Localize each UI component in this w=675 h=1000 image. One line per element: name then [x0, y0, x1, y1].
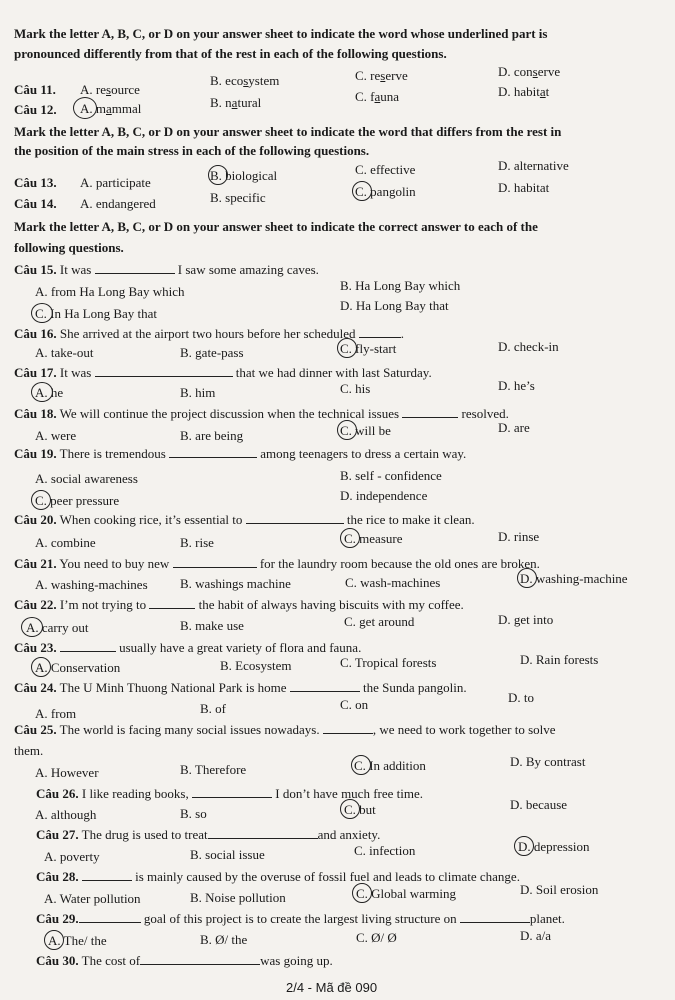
q16-option-d: D. check-in	[498, 339, 559, 354]
q21-option-c: C. wash-machines	[345, 575, 441, 590]
q22-stem: Câu 22. I’m not trying to the habit of always having biscuits with my coffee.	[14, 597, 464, 612]
q29-stem: Câu 29. goal of this project is to create the largest living structure on planet.	[36, 911, 565, 926]
q24-option-b: B. of	[200, 701, 226, 716]
q27-option-c: C. infection	[354, 843, 416, 858]
q15-stem: Câu 15. It was I saw some amazing caves.	[14, 262, 319, 277]
q21-stem: Câu 21. You need to buy new for the laundry room because the old ones are broken.	[14, 556, 540, 571]
q22-option-b: B. make use	[180, 618, 244, 633]
q28-option-d: D. Soil erosion	[520, 882, 599, 897]
q14-option-a: A. endangered	[80, 196, 156, 211]
q22-option-d: D. get into	[498, 612, 554, 627]
q24-option-d: D. to	[508, 690, 534, 705]
q19-answer-mark	[31, 490, 51, 510]
page-footer: 2/4 - Mã đề 090	[286, 980, 378, 995]
q26-stem: Câu 26. I like reading books, I don’t have much free time.	[36, 786, 424, 801]
q23-answer-mark	[31, 657, 51, 677]
q29-answer-mark	[44, 930, 64, 950]
q17-option-a: A. he	[35, 385, 64, 400]
q22-answer-mark	[21, 617, 43, 637]
q19-option-c: C. peer pressure	[35, 493, 120, 508]
q13-option-c: C. effective	[355, 162, 416, 177]
q16-stem: Câu 16. She arrived at the airport two hours before her scheduled .	[14, 326, 405, 341]
q18-stem: Câu 18. We will continue the project discussion when the technical issues resolved.	[14, 406, 509, 421]
q23-option-b: B. Ecosystem	[220, 658, 292, 673]
q26-option-c: C. but	[344, 802, 376, 817]
q14-number: Câu 14.	[14, 196, 57, 211]
q15-answer-mark	[31, 303, 53, 323]
q27-option-b: B. social issue	[190, 847, 265, 862]
q19-option-a: A. social awareness	[35, 471, 138, 486]
q12-option-d: D. habitat	[498, 84, 550, 99]
q17-option-d: D. he’s	[498, 378, 535, 393]
q24-option-a: A. from	[35, 706, 77, 721]
q25-option-b: B. Therefore	[180, 762, 247, 777]
q25-stem: Câu 25. The world is facing many social issues nowadays. , we need to work together to solve	[14, 722, 556, 737]
q21-answer-mark	[517, 568, 537, 588]
q23-stem: Câu 23. usually have a great variety of flora and fauna.	[14, 640, 362, 655]
q26-option-d: D. because	[510, 797, 568, 812]
q23-option-d: D. Rain forests	[520, 652, 599, 667]
q15-option-a: A. from Ha Long Bay which	[35, 284, 185, 299]
q14-option-c: C. pangolin	[355, 184, 416, 199]
q29-option-a: A. The/ the	[48, 933, 107, 948]
q11-option-d: D. conserve	[498, 64, 561, 79]
q12-option-b: B. natural	[210, 95, 262, 110]
q13-number: Câu 13.	[14, 175, 57, 190]
q14-option-d: D. habitat	[498, 180, 550, 195]
q14-answer-mark	[352, 181, 372, 201]
q19-option-d: D. independence	[340, 488, 428, 503]
q28-option-a: A. Water pollution	[44, 891, 141, 906]
q11-option-a: A. resource	[80, 82, 140, 97]
q29-option-b: B. Ø/ the	[200, 932, 248, 947]
q12-number: Câu 12.	[14, 102, 57, 117]
q11-option-b: B. ecosystem	[210, 73, 280, 88]
q18-option-d: D. are	[498, 420, 530, 435]
q25-stem-line2: them.	[14, 743, 44, 758]
q22-option-c: C. get around	[344, 614, 415, 629]
section3-instruction-line2: following questions.	[14, 240, 124, 255]
q18-option-b: B. are being	[180, 428, 244, 443]
q18-answer-mark	[337, 420, 357, 440]
section2-instruction-line1: Mark the letter A, B, C, or D on your answer sheet to indicate the word that differs from the rest in	[14, 124, 562, 139]
q15-option-c: C. In Ha Long Bay that	[35, 306, 158, 321]
q15-option-b: B. Ha Long Bay which	[340, 278, 461, 293]
q20-option-d: D. rinse	[498, 529, 540, 544]
q13-option-d: D. alternative	[498, 158, 569, 173]
q12-option-c: C. fauna	[355, 89, 400, 104]
q26-option-a: A. although	[35, 807, 97, 822]
q27-answer-mark	[514, 836, 534, 856]
q23-option-c: C. Tropical forests	[340, 655, 437, 670]
q13-answer-mark	[208, 165, 228, 185]
q29-option-d: D. a/a	[520, 928, 552, 943]
section1-instruction-line2: pronounced differently from that of the rest in each of the following questions.	[14, 46, 447, 61]
q12-option-a: A. mammal	[80, 101, 142, 116]
q26-option-b: B. so	[180, 806, 207, 821]
q28-stem: Câu 28. is mainly caused by the overuse of fossil fuel and leads to climate change.	[36, 869, 520, 884]
q16-answer-mark	[337, 338, 357, 358]
q13-option-b: B. biological	[210, 168, 278, 183]
q28-answer-mark	[352, 883, 372, 903]
q27-stem: Câu 27. The drug is used to treat and anxiety.	[36, 827, 381, 842]
q25-option-d: D. By contrast	[510, 754, 586, 769]
q19-stem: Câu 19. There is tremendous among teenagers to dress a certain way.	[14, 446, 467, 461]
q19-option-b: B. self - confidence	[340, 468, 442, 483]
q11-number: Câu 11.	[14, 82, 56, 97]
q13-option-a: A. participate	[80, 175, 151, 190]
q23-option-a: A. Conservation	[35, 660, 121, 675]
q16-option-c: C. fly-start	[340, 341, 397, 356]
q28-option-c: C. Global warming	[356, 886, 457, 901]
q21-option-a: A. washing-machines	[35, 577, 148, 592]
q21-option-b: B. washings machine	[180, 576, 291, 591]
q20-option-b: B. rise	[180, 535, 214, 550]
q18-option-c: C. will be	[340, 423, 391, 438]
q15-option-d: D. Ha Long Bay that	[340, 298, 449, 313]
q28-option-b: B. Noise pollution	[190, 890, 286, 905]
q17-option-b: B. him	[180, 385, 216, 400]
q11-option-c: C. reserve	[355, 68, 408, 83]
section2-instruction-line2: the position of the main stress in each of the following questions.	[14, 143, 370, 158]
q25-option-c: C. In addition	[354, 758, 426, 773]
q29-option-c: C. Ø/ Ø	[356, 930, 397, 945]
q27-option-a: A. poverty	[44, 849, 100, 864]
q20-stem: Câu 20. When cooking rice, it’s essential to the rice to make it clean.	[14, 512, 475, 527]
q25-answer-mark	[351, 755, 371, 775]
section3-instruction-line1: Mark the letter A, B, C, or D on your answer sheet to indicate the correct answer to each of the	[14, 219, 538, 234]
q20-answer-mark	[340, 528, 360, 548]
q17-option-c: C. his	[340, 381, 371, 396]
q25-option-a: A. However	[35, 765, 99, 780]
q17-answer-mark	[31, 382, 53, 402]
q20-option-a: A. combine	[35, 535, 96, 550]
q18-option-a: A. were	[35, 428, 77, 443]
q21-option-d: D. washing-machine	[520, 571, 628, 586]
q22-option-a: A. carry out	[26, 620, 89, 635]
q20-option-c: C. measure	[344, 531, 403, 546]
q17-stem: Câu 17. It was that we had dinner with last Saturday.	[14, 365, 432, 380]
q14-option-b: B. specific	[210, 190, 266, 205]
q27-option-d: D. depression	[518, 839, 590, 854]
q24-option-c: C. on	[340, 697, 369, 712]
q16-option-b: B. gate-pass	[180, 345, 244, 360]
q12-answer-mark	[73, 97, 97, 119]
q30-stem: Câu 30. The cost of was going up.	[36, 953, 333, 968]
q26-answer-mark	[340, 799, 360, 819]
q24-stem: Câu 24. The U Minh Thuong National Park is home the Sunda pangolin.	[14, 680, 467, 695]
section1-instruction-line1: Mark the letter A, B, C, or D on your answer sheet to indicate the word whose underlined part is	[14, 26, 548, 41]
q16-option-a: A. take-out	[35, 345, 94, 360]
